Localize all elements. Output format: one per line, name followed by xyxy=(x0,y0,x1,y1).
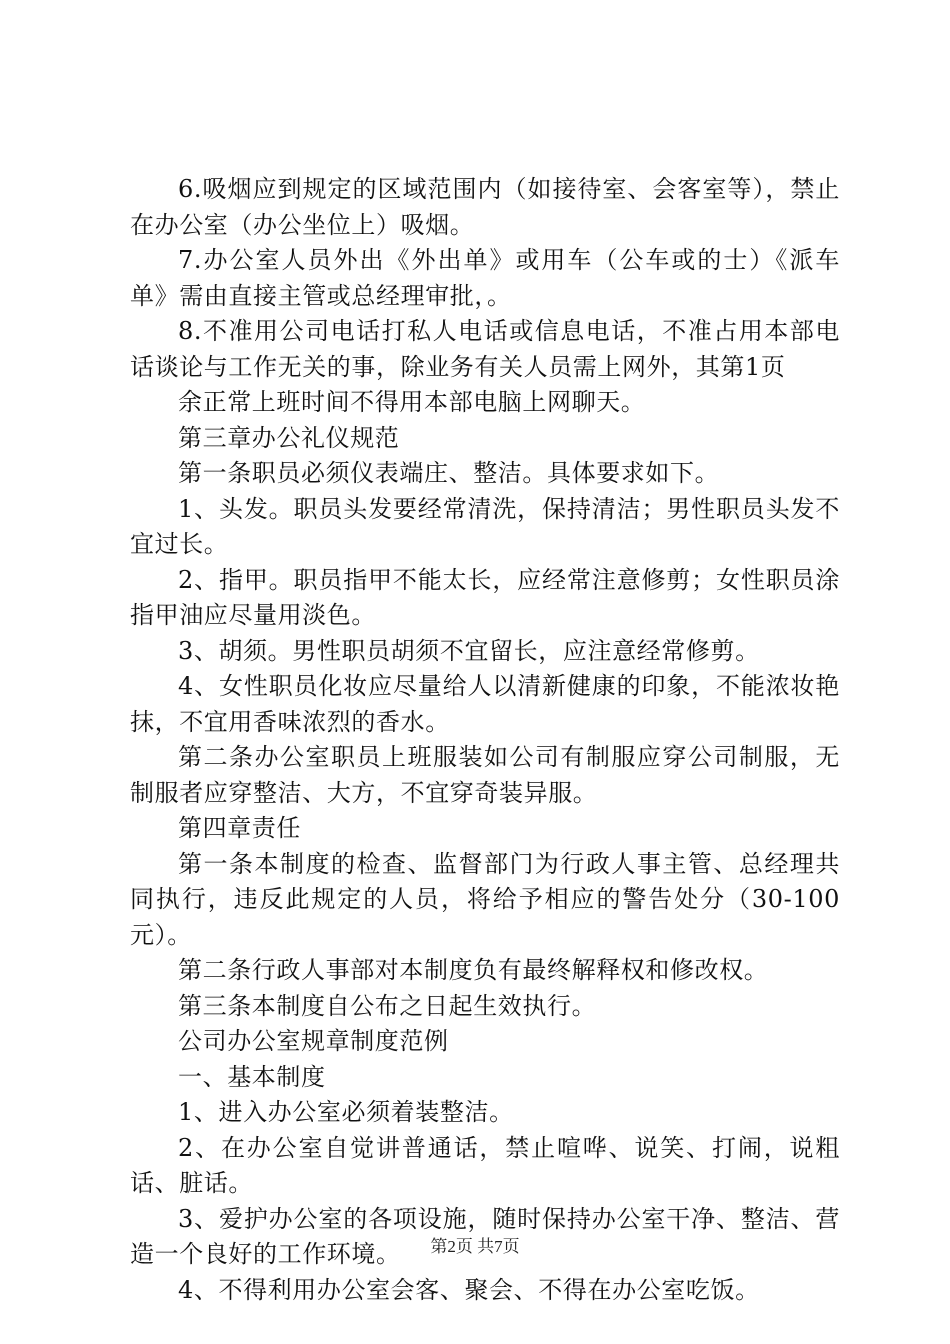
rule-dress-neatly: 1、进入办公室必须着装整洁。 xyxy=(178,1098,514,1126)
rule-no-gathering: 4、不得利用办公室会客、聚会、不得在办公室吃饭。 xyxy=(178,1275,760,1304)
paragraph-phone-rule: 8.不准用公司电话打私人电话或信息电话，不准占用本部电话谈论与工作无关的事，除业务有关人员需上网外，其第1页 xyxy=(130,317,840,381)
item-hair: 1、头发。职员头发要经常清洗，保持清洁；男性职员头发不宜过长。 xyxy=(130,494,840,558)
paragraph-internet-rule: 余正常上班时间不得用本部电脑上网聊天。 xyxy=(178,388,646,416)
chapter-heading-responsibility: 第四章责任 xyxy=(178,814,301,842)
item-beard: 3、胡须。男性职员胡须不宜留长，应注意经常修剪。 xyxy=(178,636,760,665)
paragraph-smoking-rule: 6.吸烟应到规定的区域范围内（如接待室、会客室等），禁止在办公室（办公坐位上）吸烟。 xyxy=(130,175,840,239)
item-makeup: 4、女性职员化妆应尽量给人以清新健康的印象，不能浓妆艳抹，不宜用香味浓烈的香水。 xyxy=(130,672,840,736)
article-supervision: 第一条本制度的检查、监督部门为行政人事主管、总经理共同执行，违反此规定的人员，将给予相应的警告处分（30-100元）。 xyxy=(130,849,840,949)
rule-mandarin: 2、在办公室自觉讲普通话，禁止喧哗、说笑、打闹，说粗话、脏话。 xyxy=(130,1133,840,1197)
page-footer: 第2页 共7页 xyxy=(430,1237,520,1256)
article-appearance: 第一条职员必须仪表端庄、整洁。具体要求如下。 xyxy=(178,459,720,487)
document-body xyxy=(130,172,840,1308)
article-interpretation: 第二条行政人事部对本制度负有最终解释权和修改权。 xyxy=(178,956,769,984)
paragraph-outing-approval: 7.办公室人员外出《外出单》或用车（公车或的士）《派车单》需由直接主管或总经理审批，。 xyxy=(130,246,840,310)
article-effective-date: 第三条本制度自公布之日起生效执行。 xyxy=(178,991,597,1020)
item-nails: 2、指甲。职员指甲不能太长，应经常注意修剪；女性职员涂指甲油应尽量用淡色。 xyxy=(130,565,840,629)
article-dress-code: 第二条办公室职员上班服装如公司有制服应穿公司制服，无制服者应穿整洁、大方，不宜穿奇装异服。 xyxy=(130,743,840,807)
section-title-example: 公司办公室规章制度范例 xyxy=(178,1027,449,1055)
rule-facilities: 3、爱护办公室的各项设施，随时保持办公室干净、整洁、营造一个良好的工作环境。 xyxy=(130,1204,840,1268)
chapter-heading-etiquette: 第三章办公礼仪规范 xyxy=(178,423,400,452)
section-heading-basic-rules: 一、基本制度 xyxy=(178,1062,326,1091)
